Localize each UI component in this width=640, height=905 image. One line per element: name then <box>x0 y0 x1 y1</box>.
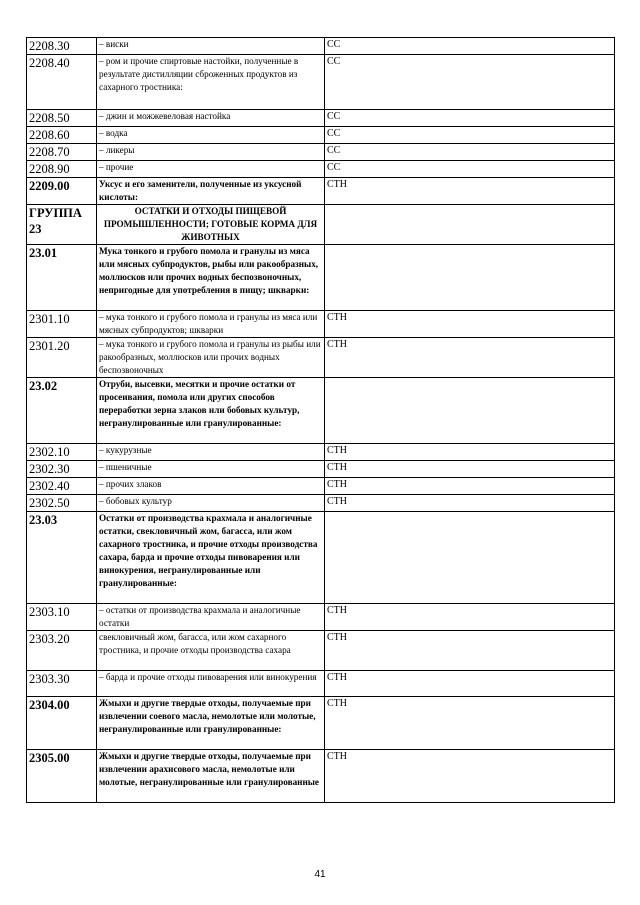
certification-cell <box>325 205 615 245</box>
certification-cell: СТН <box>325 495 615 512</box>
page-number: 41 <box>314 869 326 880</box>
tariff-code-cell: 2302.30 <box>27 461 97 478</box>
description-cell: Мука тонкого и грубого помола и гранулы из мяса или мясных субпродуктов, рыбы или ракообразных, моллюсков или прочих водных беспозвоночных, непригодные для употребления в пищу; шкварки: <box>97 245 325 311</box>
table-row <box>27 461 615 478</box>
description-cell: Отруби, высевки, месятки и прочие остатки от просеивания, помола или других способов переработки зерна злаков или бобовых культур, негранулированные или гранулированные: <box>97 378 325 444</box>
description-cell: – джин и можжевеловая настойка <box>97 110 325 127</box>
tariff-code-cell: 2208.50 <box>27 110 97 127</box>
certification-cell: СТН <box>325 338 615 378</box>
tariff-code-cell: 2305.00 <box>27 750 97 803</box>
description-cell: – бобовых культур <box>97 495 325 512</box>
description-cell: – мука тонкого и грубого помола и гранулы из мяса или мясных субпродуктов; шкварки <box>97 311 325 338</box>
certification-cell: СТН <box>325 631 615 671</box>
tariff-code-cell: 2302.10 <box>27 444 97 461</box>
table-row <box>27 245 615 311</box>
tariff-code-cell: 2301.20 <box>27 338 97 378</box>
table-row <box>27 750 615 803</box>
certification-cell: СТН <box>325 478 615 495</box>
description-cell: ОСТАТКИ И ОТХОДЫ ПИЩЕВОЙ ПРОМЫШЛЕННОСТИ; ГОТОВЫЕ КОРМА ДЛЯ ЖИВОТНЫХ <box>97 205 325 245</box>
tariff-code-cell: 23.03 <box>27 512 97 604</box>
certification-cell <box>325 245 615 311</box>
description-cell: – барда и прочие отходы пивоварения или винокурения <box>97 671 325 697</box>
certification-cell: СТН <box>325 444 615 461</box>
table-body <box>27 38 615 803</box>
tariff-code-cell: 2208.90 <box>27 161 97 178</box>
certification-cell: СТН <box>325 697 615 750</box>
tariff-code-cell: 2208.40 <box>27 55 97 110</box>
tariff-code-cell: 2302.50 <box>27 495 97 512</box>
description-cell: Жмыхи и другие твердые отходы, получаемые при извлечении арахисового масла, немолотые или молотые, негранулированные или гранулированные <box>97 750 325 803</box>
description-cell: – остатки от производства крахмала и аналогичные остатки <box>97 604 325 631</box>
description-cell: – пшеничные <box>97 461 325 478</box>
tariff-code-cell: ГРУППА 23 <box>27 205 97 245</box>
table-row <box>27 378 615 444</box>
table-row <box>27 604 615 631</box>
tariff-code-cell: 23.02 <box>27 378 97 444</box>
table-row <box>27 38 615 55</box>
certification-cell: СС <box>325 38 615 55</box>
table-row <box>27 55 615 110</box>
certification-cell: СТН <box>325 750 615 803</box>
table-row <box>27 478 615 495</box>
table-row <box>27 311 615 338</box>
certification-cell: СТН <box>325 671 615 697</box>
tariff-code-cell: 2303.10 <box>27 604 97 631</box>
tariff-code-cell: 2303.30 <box>27 671 97 697</box>
certification-cell: СТН <box>325 178 615 205</box>
certification-cell: СС <box>325 144 615 161</box>
tariff-code-cell: 23.01 <box>27 245 97 311</box>
tariff-code-cell: 2208.30 <box>27 38 97 55</box>
table-row <box>27 161 615 178</box>
description-cell: – прочие <box>97 161 325 178</box>
certification-cell: СТН <box>325 604 615 631</box>
table-row <box>27 338 615 378</box>
table-row <box>27 631 615 671</box>
description-cell: Остатки от производства крахмала и аналогичные остатки, свекловичный жом, багасса, или жом сахарного тростника, и прочие отходы производства сахара, барда и прочие отходы пивоварения или винокурения, негранулированные или гранулированные: <box>97 512 325 604</box>
table-row <box>27 697 615 750</box>
table-row <box>27 495 615 512</box>
description-cell: – мука тонкого и грубого помола и гранулы из рыбы или ракообразных, моллюсков или прочих водных беспозвоночных <box>97 338 325 378</box>
table-row <box>27 671 615 697</box>
table-row <box>27 205 615 245</box>
tariff-code-cell: 2302.40 <box>27 478 97 495</box>
table-row <box>27 444 615 461</box>
tariff-code-cell: 2303.20 <box>27 631 97 671</box>
tariff-code-cell: 2208.60 <box>27 127 97 144</box>
table-row <box>27 512 615 604</box>
description-cell: – кукурузные <box>97 444 325 461</box>
description-cell: – ром и прочие спиртовые настойки, полученные в результате дистилляции сброженных продуктов из сахарного тростника: <box>97 55 325 110</box>
tariff-code-cell: 2209.00 <box>27 178 97 205</box>
certification-cell: СТН <box>325 311 615 338</box>
tariff-table <box>26 37 615 803</box>
certification-cell: СС <box>325 127 615 144</box>
description-cell: Уксус и его заменители, полученные из уксусной кислоты: <box>97 178 325 205</box>
table-row <box>27 144 615 161</box>
table-row <box>27 110 615 127</box>
tariff-code-cell: 2301.10 <box>27 311 97 338</box>
certification-cell: СС <box>325 110 615 127</box>
certification-cell <box>325 512 615 604</box>
description-cell: – ликеры <box>97 144 325 161</box>
description-cell: – водка <box>97 127 325 144</box>
tariff-code-cell: 2304.00 <box>27 697 97 750</box>
certification-cell <box>325 378 615 444</box>
description-cell: свекловичный жом, багасса, или жом сахарного тростника, и прочие отходы производства сахара <box>97 631 325 671</box>
tariff-code-cell: 2208.70 <box>27 144 97 161</box>
description-cell: – виски <box>97 38 325 55</box>
certification-cell: СС <box>325 55 615 110</box>
description-cell: Жмыхи и другие твердые отходы, получаемые при извлечении соевого масла, немолотые или молотые, негранулированные или гранулированные: <box>97 697 325 750</box>
certification-cell: СТН <box>325 461 615 478</box>
description-cell: – прочих злаков <box>97 478 325 495</box>
table-row <box>27 127 615 144</box>
certification-cell: СС <box>325 161 615 178</box>
table-row <box>27 178 615 205</box>
